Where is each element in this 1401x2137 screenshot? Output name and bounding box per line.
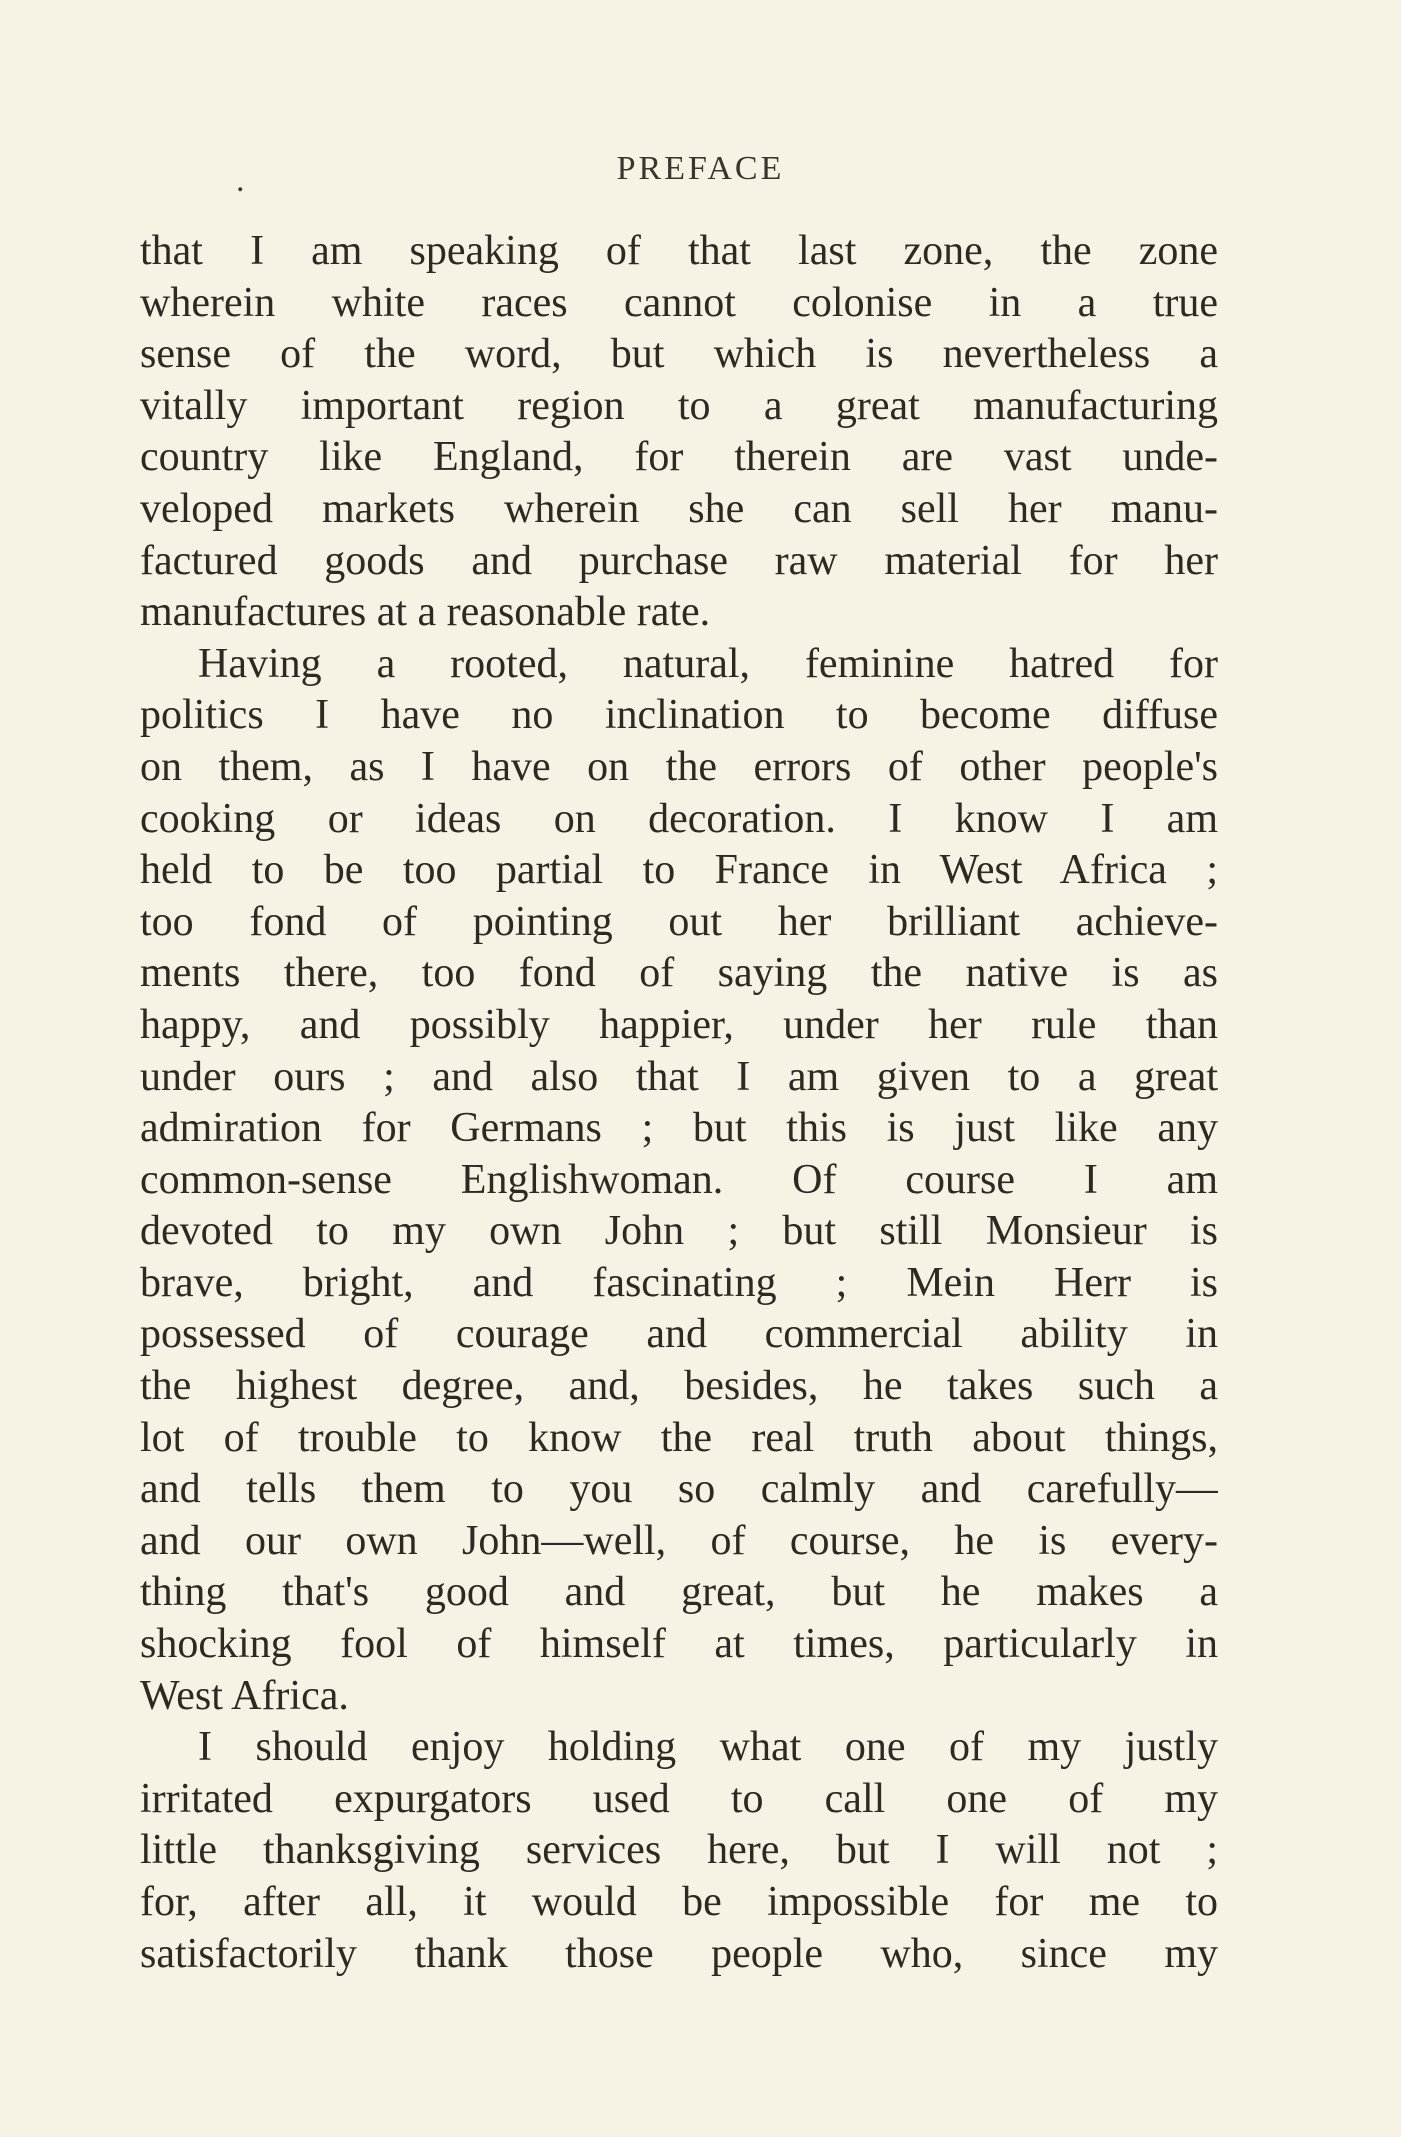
- text-line: lot of trouble to know the real truth about things,: [140, 1414, 1218, 1461]
- header-dot: .: [236, 162, 245, 199]
- text-line: veloped markets wherein she can sell her manu-: [140, 485, 1218, 532]
- text-line: vitally important region to a great manufacturing: [140, 382, 1218, 429]
- text-line: on them, as I have on the errors of other people's: [140, 743, 1218, 790]
- text-line: and tells them to you so calmly and carefully—: [140, 1466, 1218, 1513]
- text-line: and our own John—well, of course, he is every-: [140, 1517, 1218, 1564]
- running-head: PREFACE: [616, 150, 785, 187]
- text-line: admiration for Germans ; but this is just like any: [140, 1105, 1218, 1152]
- text-line: irritated expurgators used to call one of my: [140, 1775, 1218, 1822]
- text-line: little thanksgiving services here, but I will not ;: [140, 1827, 1218, 1874]
- text-line: for, after all, it would be impossible for me to: [140, 1879, 1218, 1925]
- text-line: happy, and possibly happier, under her rule than: [140, 1001, 1218, 1048]
- text-line: ments there, too fond of saying the native is as: [140, 950, 1218, 997]
- text-line: possessed of courage and commercial ability in: [140, 1311, 1218, 1358]
- text-line: brave, bright, and fascinating ; Mein Herr is: [140, 1259, 1218, 1306]
- text-line: Having a rooted, natural, feminine hatred for: [198, 640, 1218, 687]
- text-line: satisfactorily thank those people who, since my: [140, 1930, 1218, 1977]
- text-line: cooking or ideas on decoration. I know I am: [140, 795, 1218, 842]
- text-line: common-sense Englishwoman. Of course I am: [140, 1156, 1218, 1203]
- text-line: the highest degree, and, besides, he takes such a: [140, 1363, 1218, 1410]
- body-text: [140, 226, 1218, 1980]
- text-line: thing that's good and great, but he makes a: [140, 1569, 1218, 1616]
- text-line: West Africa.: [140, 1672, 349, 1719]
- text-line: sense of the word, but which is nevertheless a: [140, 331, 1218, 378]
- text-line: manufactures at a reasonable rate.: [140, 589, 711, 636]
- text-line: too fond of pointing out her brilliant achieve-: [140, 898, 1218, 945]
- text-line: held to be too partial to France in West Africa ;: [140, 847, 1218, 894]
- text-line: I should enjoy holding what one of my justly: [198, 1724, 1218, 1771]
- text-line: country like England, for therein are vast unde-: [140, 434, 1218, 481]
- text-line: under ours ; and also that I am given to a great: [140, 1053, 1218, 1100]
- text-line: factured goods and purchase raw material for her: [140, 537, 1218, 584]
- text-line: shocking fool of himself at times, particularly in: [140, 1621, 1218, 1668]
- text-line: wherein white races cannot colonise in a true: [140, 279, 1218, 326]
- text-line: politics I have no inclination to become diffuse: [140, 692, 1218, 739]
- text-line: that I am speaking of that last zone, the zone: [140, 228, 1218, 274]
- text-line: devoted to my own John ; but still Monsieur is: [140, 1208, 1218, 1255]
